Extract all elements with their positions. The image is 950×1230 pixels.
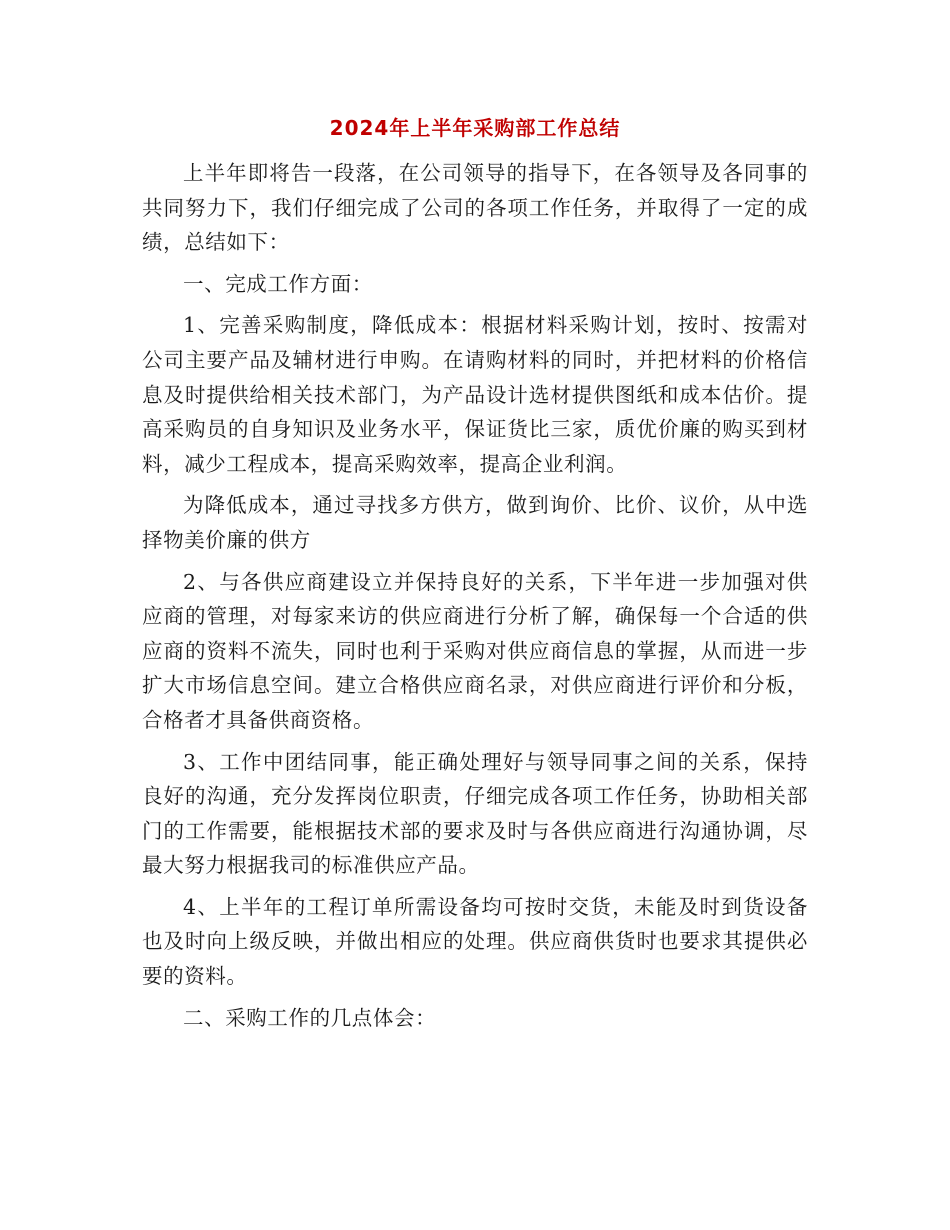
document-title: 2024年上半年采购部工作总结 xyxy=(329,116,621,140)
paragraph-item-1: 1、完善采购制度，降低成本：根据材料采购计划，按时、按需对公司主要产品及辅材进行申购。在请购材料的同时，并把材料的价格信息及时提供给相关技术部门，为产品设计选材提供图纸和成本估价。提高采购员的自身知识及业务水平，保证货比三家，质优价廉的购买到材料，减少工程成本，提高采购效率，提高企业利润。 xyxy=(142,313,808,476)
document-page xyxy=(142,112,808,1042)
section-heading-work-completed: 一、完成工作方面： xyxy=(183,271,373,296)
paragraph-item-3: 3、工作中团结同事，能正确处理好与领导同事之间的关系，保持良好的沟通，充分发挥岗位职责，仔细完成各项工作任务，协助相关部门的工作需要，能根据技术部的要求及时与各供应商进行沟通协调，尽最大努力根据我司的标准供应产品。 xyxy=(142,749,808,878)
paragraph-intro: 上半年即将告一段落，在公司领导的指导下，在各领导及各同事的共同努力下，我们仔细完成了公司的各项工作任务，并取得了一定的成绩，总结如下： xyxy=(142,161,808,255)
paragraph-item-2: 2、与各供应商建设立并保持良好的关系，下半年进一步加强对供应商的管理，对每家来访的供应商进行分析了解，确保每一个合适的供应商的资料不流失，同时也利于采购对供应商信息的掌握，从而进一步扩大市场信息空间。建立合格供应商名录，对供应商进行评价和分板，合格者才具备供商资格。 xyxy=(142,569,808,732)
section-heading-experience: 二、采购工作的几点体会： xyxy=(183,1005,437,1030)
paragraph-cost-reduction: 为降低成本，通过寻找多方供方，做到询价、比价、议价，从中选择物美价廉的供方 xyxy=(142,493,808,552)
paragraph-item-4: 4、上半年的工程订单所需设备均可按时交货，未能及时到货设备也及时向上级反映，并做出相应的处理。供应商供货时也要求其提供必要的资料。 xyxy=(142,894,808,989)
